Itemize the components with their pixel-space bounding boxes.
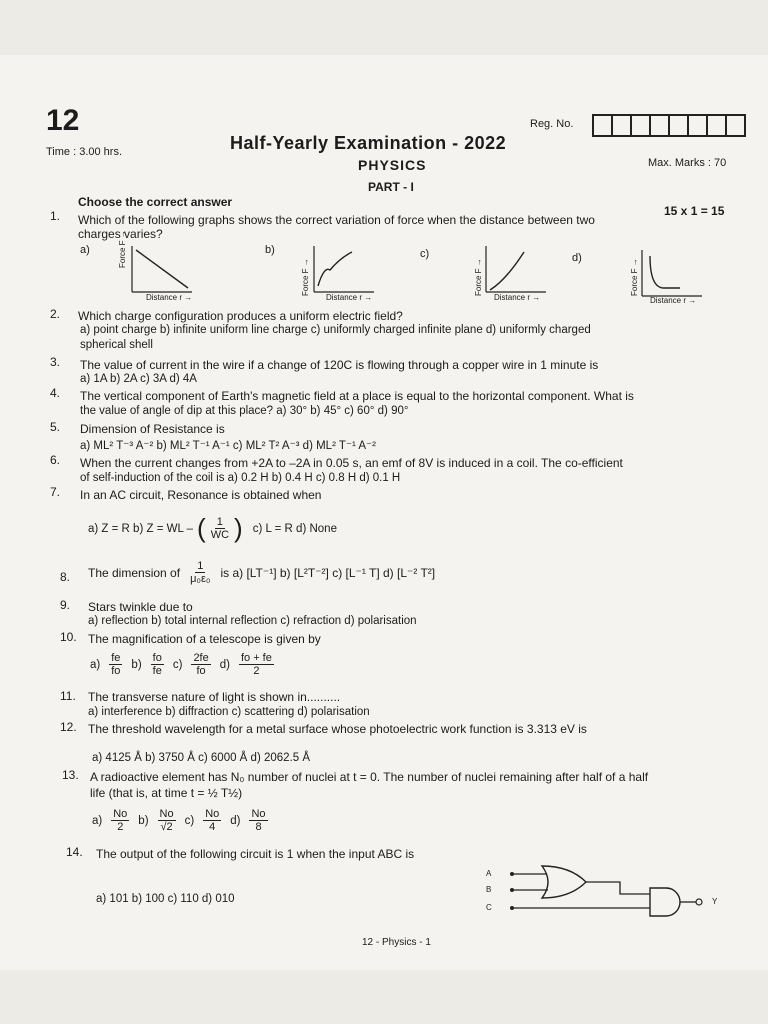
exam-title: Half-Yearly Examination - 2022: [230, 133, 507, 153]
question-options: a) 4125 Å b) 3750 Å c) 6000 Å d) 2062.5 Å: [92, 752, 311, 764]
graph-y-label: Force F →: [630, 258, 639, 296]
fraction: [158, 808, 176, 833]
part-label: PART - I: [368, 180, 414, 194]
question-options: a) ML² T⁻³ A⁻² b) ML² T⁻¹ A⁻¹ c) ML² T² A⁻³ d) ML² T⁻¹ A⁻²: [80, 440, 376, 452]
question-number: 14.: [66, 845, 83, 859]
question-number: 3.: [50, 355, 61, 369]
graph-x-label: Distance r →: [650, 296, 697, 305]
fraction-den: 2: [253, 665, 260, 677]
fraction-num: fo + fe: [240, 652, 272, 664]
reg-box: [668, 114, 689, 137]
output-label-y: Y: [712, 897, 718, 906]
question-text: Dimension of Resistance is: [80, 422, 225, 436]
fraction: [109, 652, 122, 677]
graph-option-label: a): [80, 244, 90, 256]
graph-y-label: Force F →: [118, 230, 127, 268]
reg-box: [592, 114, 613, 137]
option-label: b): [131, 658, 142, 671]
question-options: a) interference b) diffraction c) scattering d) polarisation: [88, 706, 370, 718]
graph-x-label: Distance r →: [494, 293, 541, 302]
grade-number: 12: [46, 104, 80, 137]
question-options: [88, 513, 337, 544]
fraction: [111, 808, 129, 833]
fraction-num: 1: [216, 516, 223, 528]
fraction-den: WC: [210, 529, 230, 541]
fraction-den: fo: [196, 665, 206, 677]
question-options: [92, 808, 271, 833]
fraction-num: No: [205, 808, 220, 820]
option-label: d): [230, 814, 241, 827]
graph-option-label: c): [420, 248, 430, 260]
reg-box: [725, 114, 746, 137]
fraction-den: √2: [160, 821, 173, 833]
question-number: 2.: [50, 307, 61, 321]
fraction-den: 8: [255, 821, 262, 833]
graph-x-label: Distance r →: [326, 293, 373, 302]
reg-box: [630, 114, 651, 137]
input-label-a: A: [486, 869, 492, 878]
question-number: 1.: [50, 209, 61, 223]
reg-no-label: Reg. No.: [530, 118, 574, 130]
fraction: [209, 516, 231, 541]
question-number: 10.: [60, 630, 77, 644]
fraction: [151, 652, 164, 677]
option-label: a): [92, 814, 103, 827]
question-options: spherical shell: [80, 339, 153, 351]
question-text: In an AC circuit, Resonance is obtained when: [80, 488, 322, 502]
question-number: 4.: [50, 386, 61, 400]
question-options: a) 101 b) 100 c) 110 d) 010: [96, 893, 235, 905]
question-text: When the current changes from +2A to –2A in 0.05 s, an emf of 8V is induced in a coil. The co-efficient: [80, 456, 623, 470]
reg-box: [687, 114, 708, 137]
question-options: [90, 652, 277, 677]
question-number: 5.: [50, 420, 61, 434]
input-label-c: C: [486, 903, 492, 912]
question-number: 7.: [50, 485, 61, 499]
reg-no-boxes: [594, 114, 746, 137]
reg-box: [611, 114, 632, 137]
option-label: c): [184, 814, 195, 827]
fraction-den: μ₀ε₀: [190, 573, 211, 585]
max-marks: Max. Marks : 70: [648, 157, 727, 169]
section-score: 15 x 1 = 15: [664, 204, 725, 218]
question-number: 9.: [60, 598, 71, 612]
question-prefix: The dimension of: [88, 565, 181, 580]
fraction: [191, 652, 210, 677]
question-options: a) point charge b) infinite uniform line charge c) uniformly charged infinite plane d) uniformly charged: [80, 324, 591, 336]
question-text: The transverse nature of light is shown in..........: [88, 690, 341, 704]
fraction-den: fo: [111, 665, 121, 677]
question-text: Which of the following graphs shows the correct variation of force when the distance between two: [78, 213, 595, 227]
fraction-num: No: [159, 808, 174, 820]
option-label: b): [138, 814, 149, 827]
question-options: a) 1A b) 2A c) 3A d) 4A: [80, 373, 197, 385]
fraction-num: 2fe: [193, 652, 209, 664]
fraction: [188, 560, 212, 585]
question-text: The value of current in the wire if a change of 120C is flowing through a copper wire in 1 minute is: [80, 358, 599, 372]
input-label-b: B: [486, 885, 492, 894]
question-text: The threshold wavelength for a metal surface whose photoelectric work function is 3.313 eV is: [88, 722, 587, 736]
question-text: life (that is, at time t = ½ T½): [90, 786, 243, 800]
fraction-den: 2: [117, 821, 124, 833]
fraction-num: No: [251, 808, 266, 820]
graph-y-label: Force F →: [301, 258, 310, 296]
fraction-num: 1: [197, 560, 204, 572]
logic-circuit: [490, 860, 720, 930]
question-number: 6.: [50, 453, 61, 467]
question-text: The vertical component of Earth's magnetic field at a place is equal to the horizontal component. What is: [80, 389, 634, 403]
page-footer: 12 - Physics - 1: [362, 937, 431, 948]
question-options: is a) [LT⁻¹] b) [L²T⁻²] c) [L⁻¹ T] d) [L⁻² T²]: [220, 565, 436, 580]
question-number: 12.: [60, 720, 77, 734]
question-text: The magnification of a telescope is given by: [88, 632, 321, 646]
option-label: c): [172, 658, 183, 671]
fraction-num: No: [113, 808, 128, 820]
fraction-den: fe: [152, 665, 162, 677]
exam-time: Time : 3.00 hrs.: [46, 146, 123, 158]
fraction: [249, 808, 267, 833]
fraction: [239, 652, 274, 677]
reg-box: [706, 114, 727, 137]
graph-option-label: d): [572, 252, 582, 264]
question-text: Which charge configuration produces a uniform electric field?: [78, 309, 403, 323]
option-label: a): [90, 658, 101, 671]
subject-title: PHYSICS: [358, 157, 427, 173]
question-options: of self-induction of the coil is a) 0.2 H b) 0.4 H c) 0.8 H d) 0.1 H: [80, 472, 401, 484]
question-number: 8.: [60, 570, 71, 584]
question-text: [88, 560, 435, 585]
question-options: the value of angle of dip at this place? a) 30° b) 45° c) 60° d) 90°: [80, 405, 409, 417]
paren-open: (: [197, 513, 206, 543]
question-text: The output of the following circuit is 1 when the input ABC is: [96, 847, 415, 861]
fraction: [203, 808, 221, 833]
graph-option-label: b): [265, 244, 275, 256]
question-number: 13.: [62, 768, 79, 782]
option-text: a) Z = R b) Z = WL –: [88, 522, 194, 535]
option-label: d): [219, 658, 230, 671]
option-text: c) L = R d) None: [252, 522, 337, 535]
paren-close: ): [234, 513, 243, 543]
fraction-num: fo: [152, 652, 162, 664]
graph-y-label: Force F →: [474, 258, 483, 296]
reg-box: [649, 114, 670, 137]
question-text: charges varies?: [78, 227, 163, 241]
fraction-num: fe: [111, 652, 121, 664]
fraction-den: 4: [209, 821, 216, 833]
question-text: Stars twinkle due to: [88, 600, 193, 614]
question-text: A radioactive element has N₀ number of nuclei at t = 0. The number of nuclei remaining after half of a half: [90, 770, 649, 784]
question-options: a) reflection b) total internal reflection c) refraction d) polarisation: [88, 615, 417, 627]
instruction: Choose the correct answer: [78, 195, 233, 209]
question-number: 11.: [60, 689, 76, 703]
graph-x-label: Distance r →: [146, 293, 193, 302]
